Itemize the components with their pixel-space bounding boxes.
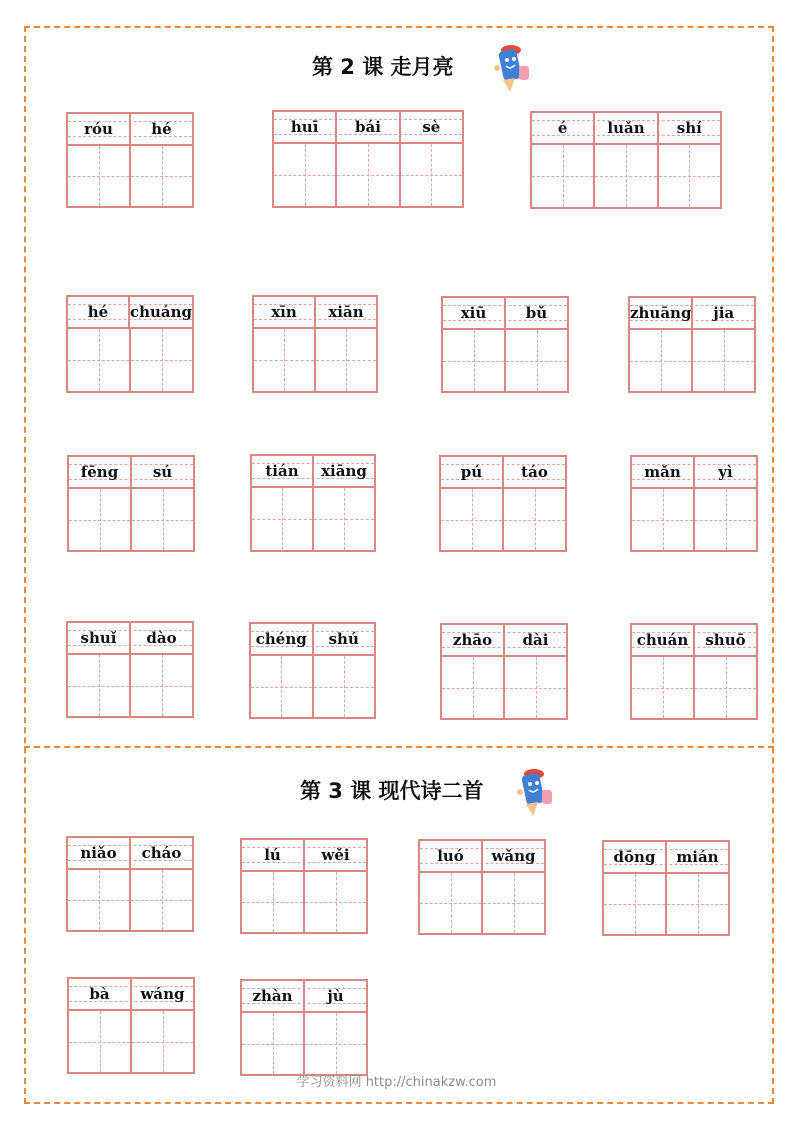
character-row — [630, 330, 754, 391]
pinyin-row — [420, 841, 544, 873]
word-writing-box — [602, 840, 730, 936]
tianzige-cell[interactable] — [504, 330, 567, 391]
pinyin-text: dōng — [613, 848, 656, 866]
character-row — [442, 657, 566, 718]
pinyin-text: pú — [460, 463, 483, 481]
tianzige-cell[interactable] — [251, 656, 312, 717]
pinyin-text: luó — [437, 847, 464, 865]
section-divider — [24, 746, 774, 748]
pinyin-text: niǎo — [80, 844, 117, 862]
tianzige-cell[interactable] — [242, 872, 303, 932]
word-writing-box — [272, 110, 464, 208]
word-writing-box — [440, 623, 568, 720]
word-writing-box — [240, 838, 368, 934]
tianzige-cell[interactable] — [130, 489, 193, 550]
character-row — [69, 489, 193, 550]
pinyin-row — [441, 457, 565, 489]
pinyin-text: dài — [503, 625, 566, 655]
tianzige-cell[interactable] — [314, 329, 376, 391]
pinyin-row — [443, 298, 567, 330]
pinyin-text: jù — [303, 981, 366, 1011]
pinyin-text: xiāng — [312, 456, 374, 486]
word-writing-box — [249, 622, 376, 719]
tianzige-cell[interactable] — [481, 873, 544, 933]
pinyin-text: é — [557, 119, 568, 137]
pinyin-text: tián — [265, 462, 299, 480]
tianzige-cell[interactable] — [693, 489, 756, 550]
pinyin-row — [68, 623, 192, 655]
footer-watermark: 学习资料网 http://chinakzw.com — [296, 1075, 497, 1090]
pinyin-text: shú — [312, 624, 375, 654]
tianzige-cell[interactable] — [303, 1013, 366, 1074]
word-writing-box — [630, 455, 758, 552]
pinyin-text: xīn — [271, 303, 297, 321]
pinyin-text: sè — [399, 112, 462, 142]
word-writing-box — [250, 454, 376, 552]
word-writing-box — [418, 839, 546, 935]
tianzige-cell[interactable] — [69, 1011, 130, 1072]
pinyin-text: wǎng — [481, 841, 544, 871]
pinyin-text: fēng — [80, 463, 119, 481]
tianzige-cell[interactable] — [129, 655, 192, 716]
character-row — [68, 870, 192, 930]
pinyin-text: bǔ — [504, 298, 567, 328]
pinyin-row — [68, 297, 192, 329]
tianzige-cell[interactable] — [502, 489, 565, 550]
pinyin-text: bà — [89, 985, 110, 1003]
pinyin-row — [632, 625, 756, 657]
pinyin-text: zhàn — [252, 987, 293, 1005]
tianzige-cell[interactable] — [442, 657, 503, 718]
pinyin-text: dào — [129, 623, 192, 653]
character-row — [242, 1013, 366, 1074]
tianzige-cell[interactable] — [630, 330, 691, 391]
tianzige-cell[interactable] — [399, 144, 462, 206]
pinyin-text: xiān — [314, 297, 376, 327]
character-row — [242, 872, 366, 932]
pinyin-row — [442, 625, 566, 657]
pinyin-row — [532, 113, 720, 145]
character-row — [252, 488, 374, 550]
pinyin-row — [251, 624, 374, 656]
tianzige-cell[interactable] — [242, 1013, 303, 1074]
tianzige-cell[interactable] — [691, 330, 754, 391]
pinyin-row — [68, 838, 192, 870]
tianzige-cell[interactable] — [130, 1011, 193, 1072]
character-row — [254, 329, 376, 391]
pinyin-row — [242, 981, 366, 1013]
lesson-3-title: 第 3 课 现代诗二首 — [300, 779, 484, 803]
pinyin-row — [69, 979, 193, 1011]
character-row — [441, 489, 565, 550]
character-row — [69, 1011, 193, 1072]
word-writing-box — [628, 296, 756, 393]
character-row — [274, 144, 462, 206]
pinyin-text: jia — [691, 298, 754, 328]
word-writing-box — [66, 621, 194, 718]
tianzige-cell[interactable] — [69, 489, 130, 550]
pinyin-text: yì — [693, 457, 756, 487]
character-row — [68, 146, 192, 206]
word-writing-box — [439, 455, 567, 552]
pinyin-row — [69, 457, 193, 489]
pinyin-text: wěi — [303, 840, 366, 870]
pinyin-text: xiū — [460, 304, 487, 322]
tianzige-cell[interactable] — [632, 489, 693, 550]
pinyin-text: róu — [84, 120, 113, 138]
pinyin-text: zhāo — [452, 631, 493, 649]
pinyin-text: wáng — [130, 979, 193, 1009]
tianzige-cell[interactable] — [274, 144, 335, 206]
tianzige-cell[interactable] — [665, 874, 728, 934]
pencil-mascot-icon — [510, 766, 556, 822]
pinyin-text: hé — [87, 303, 109, 321]
word-writing-box — [67, 977, 195, 1074]
pinyin-text: bái — [335, 112, 398, 142]
tianzige-cell[interactable] — [312, 656, 375, 717]
tianzige-cell[interactable] — [441, 489, 502, 550]
tianzige-cell[interactable] — [68, 870, 129, 930]
character-row — [532, 145, 720, 207]
tianzige-cell[interactable] — [593, 145, 656, 207]
character-row — [632, 489, 756, 550]
pinyin-text: mǎn — [644, 463, 681, 481]
pinyin-text: hé — [129, 114, 192, 144]
character-row — [443, 330, 567, 391]
pinyin-text: chéng — [255, 630, 307, 648]
character-row — [420, 873, 544, 933]
tianzige-cell[interactable] — [604, 874, 665, 934]
word-writing-box — [441, 296, 569, 393]
tianzige-cell[interactable] — [68, 146, 129, 206]
tianzige-cell[interactable] — [335, 144, 398, 206]
lesson-2-title: 第 2 课 走月亮 — [312, 55, 454, 79]
pinyin-text: sú — [130, 457, 193, 487]
pinyin-row — [274, 112, 462, 144]
word-writing-box — [66, 295, 194, 393]
tianzige-cell[interactable] — [693, 657, 756, 718]
pinyin-row — [242, 840, 366, 872]
character-row — [251, 656, 374, 717]
pinyin-row — [604, 842, 728, 874]
word-writing-box — [240, 979, 368, 1076]
tianzige-cell[interactable] — [129, 870, 192, 930]
tianzige-cell[interactable] — [503, 657, 566, 718]
tianzige-cell[interactable] — [254, 329, 314, 391]
tianzige-cell[interactable] — [443, 330, 504, 391]
pinyin-text: cháo — [129, 838, 192, 868]
pinyin-text: táo — [502, 457, 565, 487]
pinyin-text: shuǐ — [80, 629, 117, 647]
word-writing-box — [66, 112, 194, 208]
tianzige-cell[interactable] — [129, 146, 192, 206]
pinyin-row — [252, 456, 374, 488]
word-writing-box — [630, 623, 758, 720]
pinyin-text: huī — [290, 118, 319, 136]
pinyin-row — [254, 297, 376, 329]
word-writing-box — [67, 455, 195, 552]
pinyin-text: lú — [264, 846, 281, 864]
tianzige-cell[interactable] — [632, 657, 693, 718]
pinyin-text: luǎn — [593, 113, 656, 143]
tianzige-cell[interactable] — [420, 873, 481, 933]
tianzige-cell[interactable] — [532, 145, 593, 207]
character-row — [68, 329, 192, 391]
pinyin-row — [68, 114, 192, 146]
tianzige-cell[interactable] — [303, 872, 366, 932]
tianzige-cell[interactable] — [68, 655, 129, 716]
character-row — [632, 657, 756, 718]
pinyin-text: zhuāng — [630, 304, 692, 322]
pinyin-text: shí — [657, 113, 720, 143]
pinyin-text: chuán — [636, 631, 689, 649]
character-row — [604, 874, 728, 934]
word-writing-box — [252, 295, 378, 393]
tianzige-cell[interactable] — [129, 329, 192, 391]
tianzige-cell[interactable] — [657, 145, 720, 207]
pinyin-row — [630, 298, 754, 330]
tianzige-cell[interactable] — [68, 329, 129, 391]
pinyin-text: mián — [665, 842, 728, 872]
tianzige-cell[interactable] — [252, 488, 312, 550]
tianzige-cell[interactable] — [312, 488, 374, 550]
word-writing-box — [530, 111, 722, 209]
pinyin-text: chuáng — [128, 297, 192, 327]
pinyin-text: shuō — [693, 625, 756, 655]
pinyin-row — [632, 457, 756, 489]
character-row — [68, 655, 192, 716]
word-writing-box — [66, 836, 194, 932]
pencil-mascot-icon — [487, 42, 533, 98]
